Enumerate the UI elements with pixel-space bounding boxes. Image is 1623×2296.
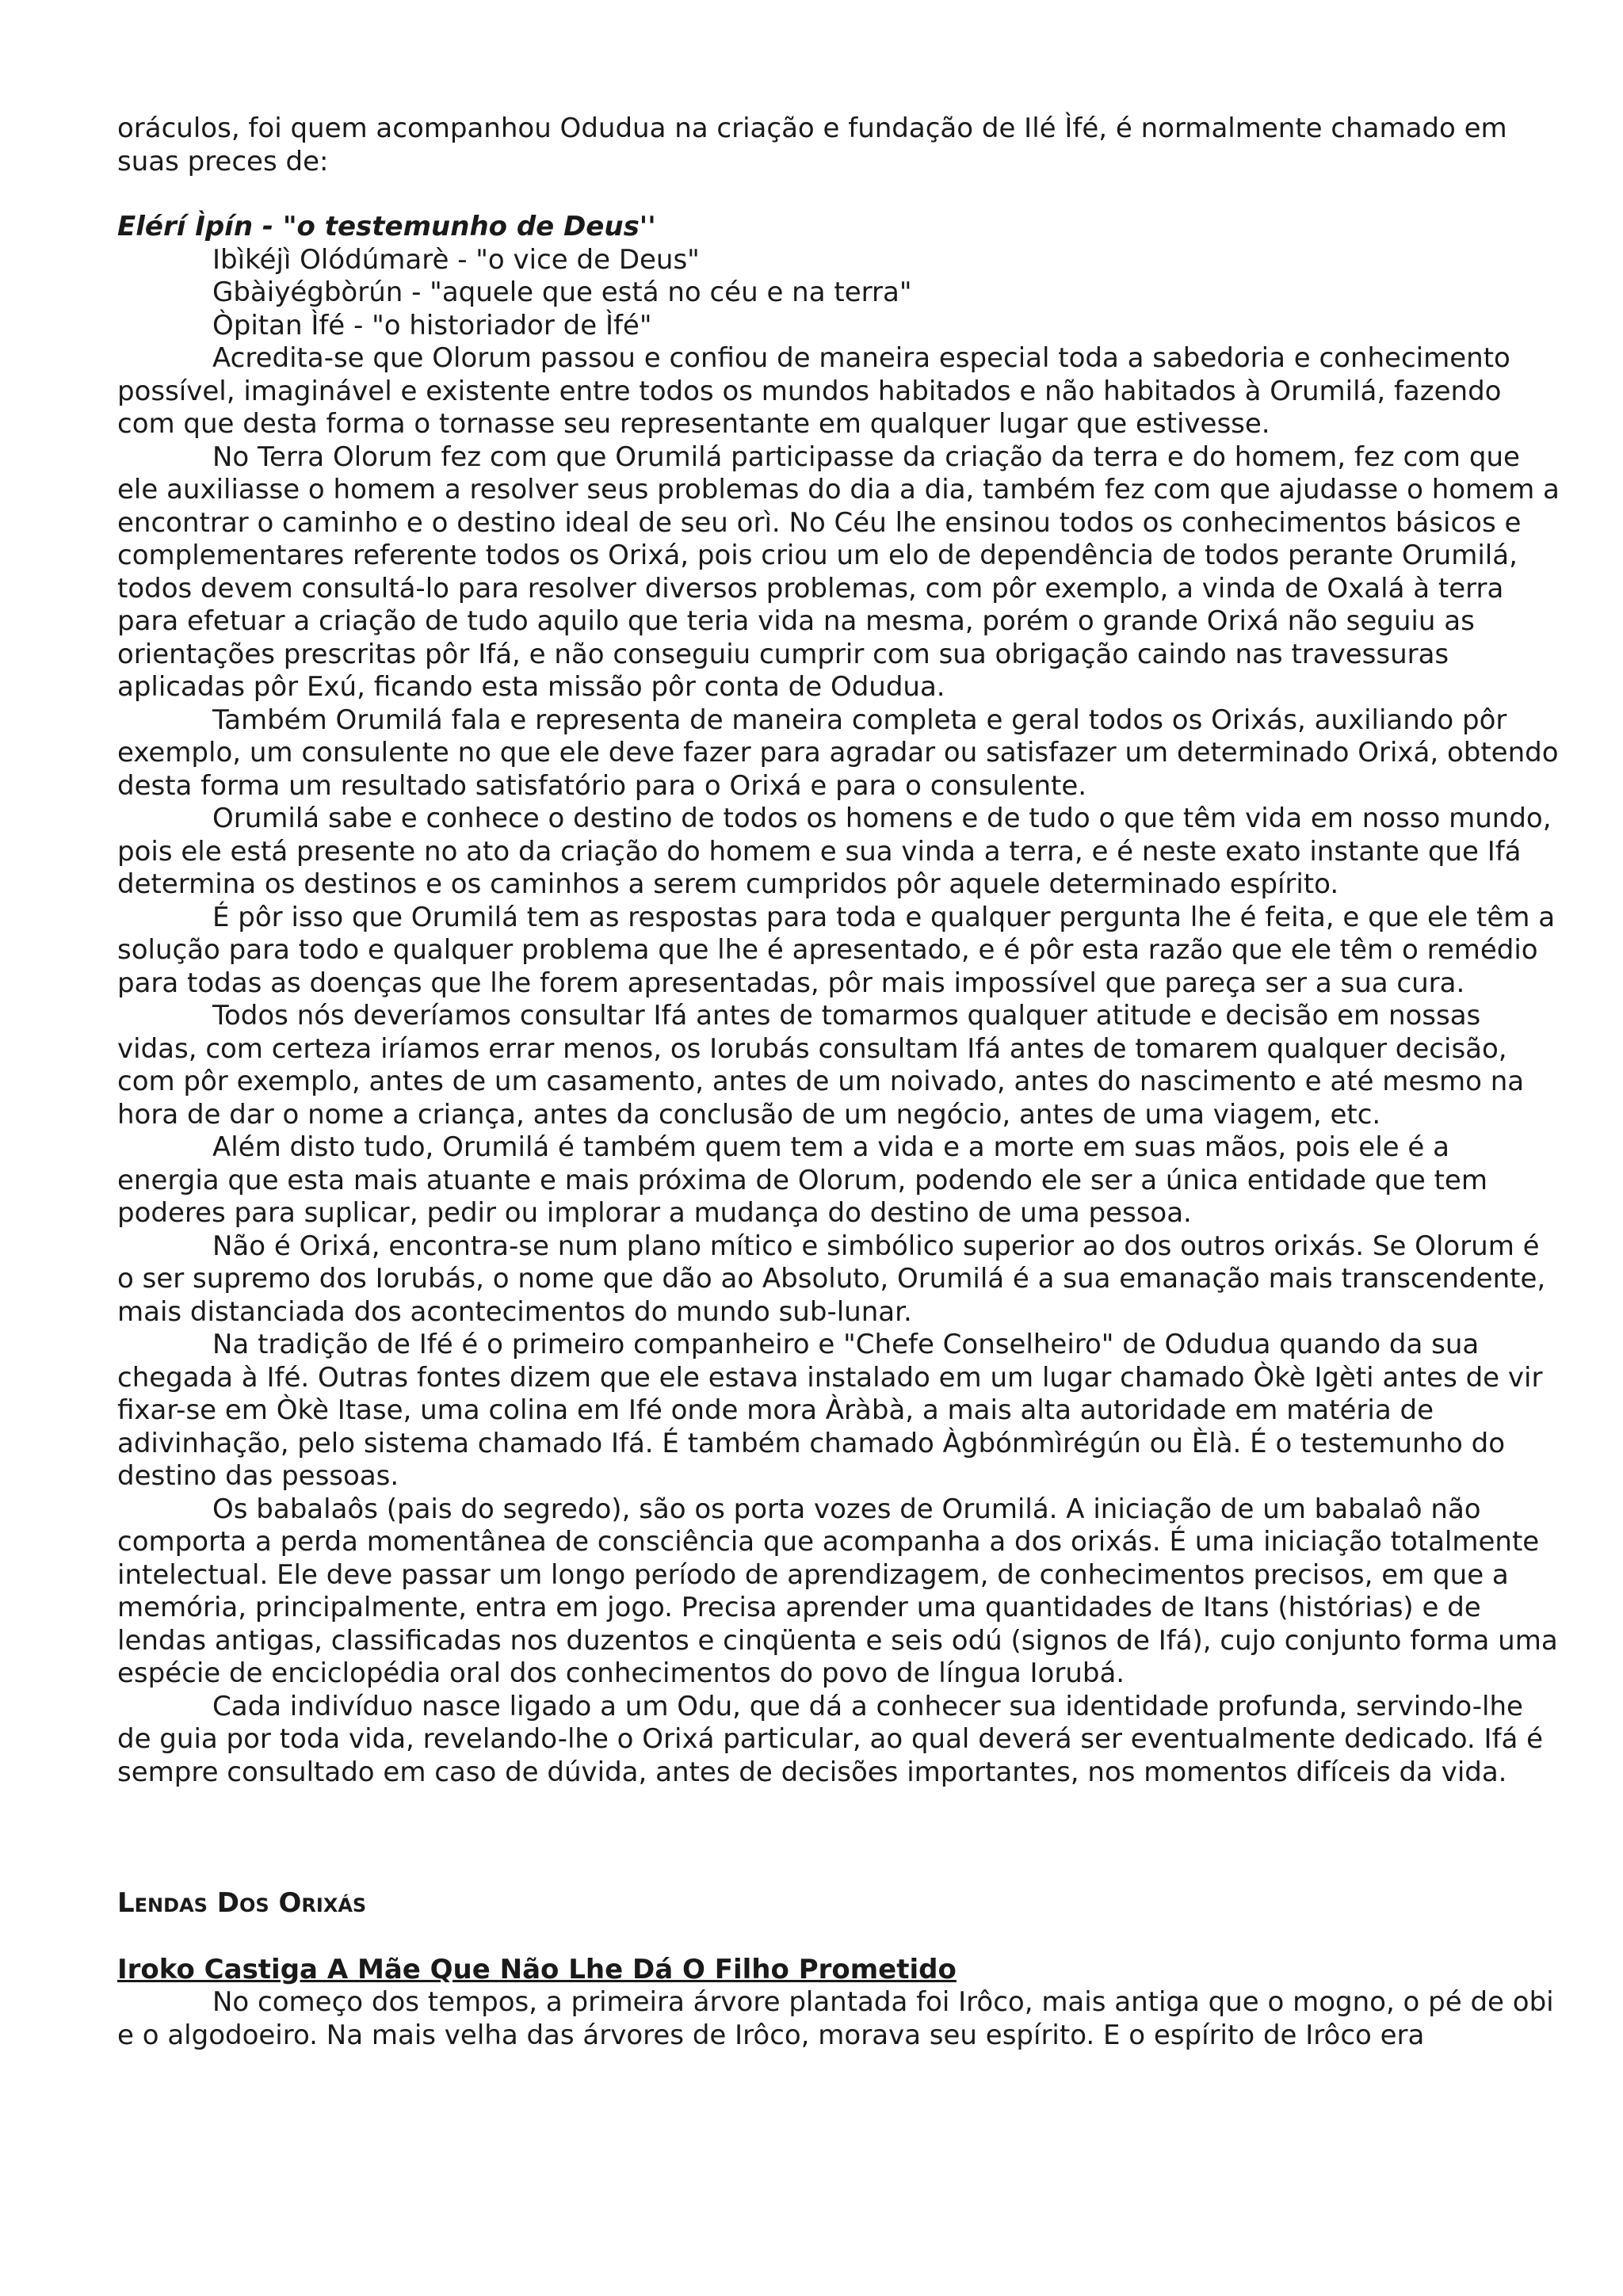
- body-paragraph: Orumilá sabe e conhece o destino de todos os homens e de tudo o que têm vida em nosso mundo, pois ele está presente no ato da criação do homem e sua vinda a terra, e é neste exato instante que Ifá determina os destinos e os caminhos a serem cumpridos pôr aquele determinado espírito.: [117, 803, 1552, 900]
- epithet-item: Ibìkéjì Olódúmarè - "o vice de Deus": [212, 243, 700, 276]
- epithet-item: Òpitan Ìfé - "o historiador de Ìfé": [212, 309, 652, 341]
- body-paragraph: Acredita-se que Olorum passou e confiou de maneira especial toda a sabedoria e conhecimento possível, imaginável e existente entre todos os mundos habitados e não habitados à Orumilá, fazendo com que desta forma o tornasse seu representante em qualquer lugar que estivesse.: [117, 342, 1510, 440]
- epithet-heading: Elérí Ìpín - "o testemunho de Deus'': [117, 211, 656, 242]
- body-paragraph: Na tradição de Ifé é o primeiro companheiro e "Chefe Conselheiro" de Odudua quando da sua chegada à Ifé. Outras fontes dizem que ele estava instalado em um lugar chamado Òkè Igèti antes de vir fixar-se em Òkè Itase, uma colina em Ifé onde mora Àràbà, a mais alta autoridade em matéria de adivinhação, pelo sistema chamado Ifá. É também chamado Àgbónmìrégún ou Èlà. É o testemunho do destino das pessoas.: [117, 1329, 1543, 1492]
- epithet-item: Gbàiyégbòrún - "aquele que está no céu e na terra": [212, 277, 912, 308]
- body-paragraph: Também Orumilá fala e representa de maneira completa e geral todos os Orixás, auxiliando pôr exemplo, um consulente no que ele deve fazer para agradar ou satisfazer um determinado Orixá, obtendo desta forma um resultado satisfatório para o Orixá e para o consulente.: [117, 704, 1559, 802]
- intro-paragraph: oráculos, foi quem acompanhou Odudua na criação e fundação de Ilé Ìfé, é normalmente chamado em suas preces de:: [117, 113, 1507, 177]
- body-paragraph: Não é Orixá, encontra-se num plano mítico e simbólico superior ao dos outros orixás. Se Olorum é o ser supremo dos Iorubás, o nome que dão ao Absoluto, Orumilá é a sua emanação mais transcendente, mais distanciada dos acontecimentos do mundo sub-lunar.: [117, 1230, 1546, 1328]
- body-paragraph: No Terra Olorum fez com que Orumilá participasse da criação da terra e do homem, fez com que ele auxiliasse o homem a resolver seus problemas do dia a dia, também fez com que ajudasse o homem a encontrar o caminho e o destino ideal de seu orì. No Céu lhe ensinou todos os conhecimentos básicos e complementares referente todos os Orixá, pois criou um elo de dependência de todos perante Orumilá, todos devem consultá-lo para resolver diversos problemas, com pôr exemplo, a vinda de Oxalá à terra para efetuar a criação de tudo aquilo que teria vida na mesma, porém o grande Orixá não seguiu as orientações prescritas pôr Ifá, e não conseguiu cumprir com sua obrigação caindo nas travessuras aplicadas pôr Exú, ficando esta missão pôr conta de Odudua.: [117, 441, 1560, 703]
- body-paragraph: Os babalaôs (pais do segredo), são os porta vozes de Orumilá. A iniciação de um babalaô não comporta a perda momentânea de consciência que acompanha a dos orixás. É uma iniciação totalmente intelectual. Ele deve passar um longo período de aprendizagem, de conhecimentos precisos, em que a memória, principalmente, entra em jogo. Precisa aprender uma quantidades de Itans (histórias) e de lendas antigas, classificadas nos duzentos e cinqüenta e seis odú (signos de Ifá), cujo conjunto forma uma espécie de enciclopédia oral dos conhecimentos do povo de língua Iorubá.: [117, 1493, 1558, 1689]
- document-page: [117, 113, 1560, 2052]
- body-paragraph: Todos nós deveríamos consultar Ifá antes de tomarmos qualquer atitude e decisão em nossas vidas, com certeza iríamos errar menos, os Iorubás consultam Ifá antes de tomarem qualquer decisão, com pôr exemplo, antes de um casamento, antes de um noivado, antes do nascimento e até mesmo na hora de dar o nome a criança, antes da conclusão de um negócio, antes de uma viagem, etc.: [117, 1000, 1525, 1131]
- story-paragraph: No começo dos tempos, a primeira árvore plantada foi Irôco, mais antiga que o mogno, o pé de obi e o algodoeiro. Na mais velha das árvores de Irôco, morava seu espírito. E o espírito de Irôco era: [117, 1986, 1554, 2051]
- epithet-list: [117, 244, 1560, 343]
- story-title: Iroko Castiga A Mãe Que Não Lhe Dá O Filho Prometido: [117, 1953, 957, 1985]
- section-title: Lendas Dos Orixás: [117, 1887, 367, 1919]
- body-paragraph: Além disto tudo, Orumilá é também quem tem a vida e a morte em suas mãos, pois ele é a energia que esta mais atuante e mais próxima de Olorum, podendo ele ser a única entidade que tem poderes para suplicar, pedir ou implorar a mudança do destino de uma pessoa.: [117, 1131, 1487, 1229]
- body-paragraph: É pôr isso que Orumilá tem as respostas para toda e qualquer pergunta lhe é feita, e que ele têm a solução para todo e qualquer problema que lhe é apresentado, e é pôr esta razão que ele têm o remédio para todas as doenças que lhe forem apresentadas, pôr mais impossível que pareça ser a sua cura.: [117, 901, 1556, 999]
- body-paragraph: Cada indivíduo nasce ligado a um Odu, que dá a conhecer sua identidade profunda, servindo-lhe de guia por toda vida, revelando-lhe o Orixá particular, ao qual deverá ser eventualmente dedicado. Ifá é sempre consultado em caso de dúvida, antes de decisões importantes, nos momentos difíceis da vida.: [117, 1690, 1544, 1788]
